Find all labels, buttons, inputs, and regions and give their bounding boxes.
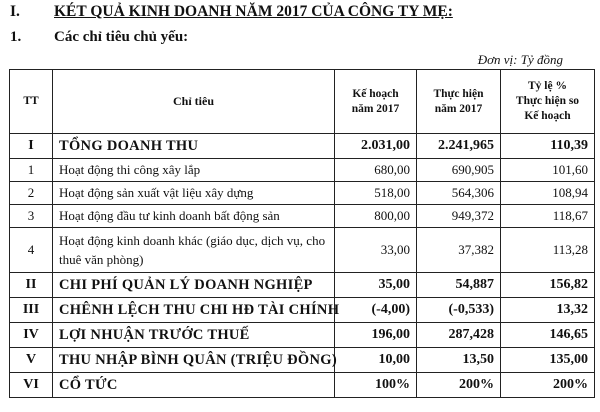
row-actual: (-0,533) [417, 298, 501, 323]
table-row [10, 182, 595, 205]
row-plan: 33,00 [335, 228, 417, 273]
row-actual: 200% [417, 373, 501, 398]
row-actual: 54,887 [417, 273, 501, 298]
header-plan-line: Kế hoạch [352, 87, 399, 100]
subsection-title: Các chỉ tiêu chủ yếu: [54, 29, 189, 45]
table-row [10, 273, 595, 298]
table-row [10, 373, 595, 398]
row-ratio: 156,82 [501, 273, 595, 298]
row-actual: 2.241,965 [417, 134, 501, 159]
row-ratio: 135,00 [501, 348, 595, 373]
row-tt: VI [10, 373, 53, 398]
table-row [10, 323, 595, 348]
row-indicator: CỔ TỨC [53, 373, 335, 398]
row-indicator: Hoạt động kinh doanh khác (giáo dục, dịch vụ, cho thuê văn phòng) [53, 228, 335, 273]
row-tt: 2 [10, 182, 53, 205]
row-tt: I [10, 134, 53, 159]
row-tt: IV [10, 323, 53, 348]
header-plan [335, 70, 417, 134]
row-actual: 37,382 [417, 228, 501, 273]
table-row [10, 205, 595, 228]
section-title: KÉT QUẢ KINH DOANH NĂM 2017 CỦA CÔNG TY MẸ: [54, 3, 453, 20]
section-number: I. [10, 3, 20, 20]
row-plan: 100% [335, 373, 417, 398]
row-ratio: 101,60 [501, 159, 595, 182]
row-actual: 564,306 [417, 182, 501, 205]
row-ratio: 13,32 [501, 298, 595, 323]
header-indicator: Chỉ tiêu [53, 70, 335, 134]
header-tt: TT [10, 70, 53, 134]
row-ratio: 146,65 [501, 323, 595, 348]
row-tt: V [10, 348, 53, 373]
row-ratio: 108,94 [501, 182, 595, 205]
row-ratio: 110,39 [501, 134, 595, 159]
header-actual-line: năm 2017 [434, 102, 483, 115]
row-tt: 1 [10, 159, 53, 182]
row-plan: 518,00 [335, 182, 417, 205]
row-indicator: CHÊNH LỆCH THU CHI HĐ TÀI CHÍNH [53, 298, 335, 323]
row-actual: 949,372 [417, 205, 501, 228]
table-row [10, 134, 595, 159]
row-indicator: Hoạt động sản xuất vật liệu xây dựng [53, 182, 335, 205]
row-ratio: 200% [501, 373, 595, 398]
row-tt: 3 [10, 205, 53, 228]
subsection-number: 1. [10, 29, 22, 45]
row-tt: III [10, 298, 53, 323]
header-ratio-line: Thực hiện so [515, 95, 580, 107]
row-indicator: TỔNG DOANH THU [53, 134, 335, 159]
row-tt: 4 [10, 228, 53, 273]
row-indicator: THU NHẬP BÌNH QUÂN (TRIỆU ĐỒNG) [53, 348, 335, 373]
header-ratio-line: Kế hoạch [524, 110, 571, 122]
results-table [9, 69, 595, 398]
row-tt: II [10, 273, 53, 298]
row-ratio: 113,28 [501, 228, 595, 273]
row-indicator: Hoạt động đầu tư kinh doanh bất động sản [53, 205, 335, 228]
table-row [10, 159, 595, 182]
row-plan: 10,00 [335, 348, 417, 373]
row-actual: 287,428 [417, 323, 501, 348]
header-plan-line: năm 2017 [351, 102, 400, 115]
row-plan: 35,00 [335, 273, 417, 298]
header-actual [417, 70, 501, 134]
row-plan: (-4,00) [335, 298, 417, 323]
row-actual: 13,50 [417, 348, 501, 373]
header-ratio [501, 70, 595, 134]
header-ratio-line: Tỷ lệ % [528, 80, 567, 92]
row-plan: 800,00 [335, 205, 417, 228]
table-row [10, 228, 595, 273]
row-indicator: LỢI NHUẬN TRƯỚC THUẾ [53, 323, 335, 348]
unit-note: Đơn vị: Tỷ đồng [477, 52, 563, 67]
table-row [10, 298, 595, 323]
row-ratio: 118,67 [501, 205, 595, 228]
row-plan: 196,00 [335, 323, 417, 348]
row-plan: 2.031,00 [335, 134, 417, 159]
row-indicator: Hoạt động thi công xây lắp [53, 159, 335, 182]
table-header-row [10, 70, 595, 134]
row-indicator: CHI PHÍ QUẢN LÝ DOANH NGHIỆP [53, 273, 335, 298]
row-actual: 690,905 [417, 159, 501, 182]
row-plan: 680,00 [335, 159, 417, 182]
table-row [10, 348, 595, 373]
header-actual-line: Thực hiện [433, 87, 484, 100]
